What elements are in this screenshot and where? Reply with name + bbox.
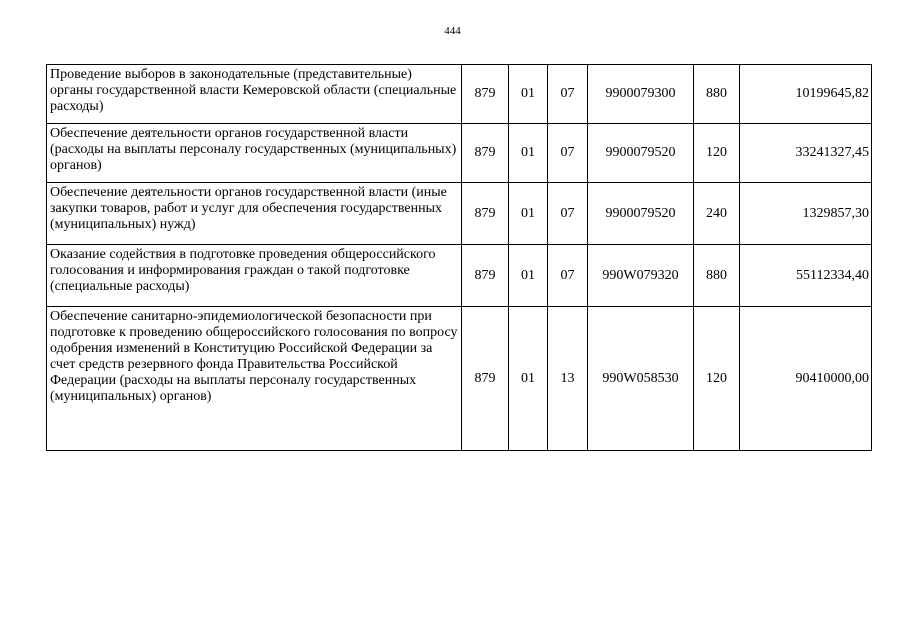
department-code-cell: 879 xyxy=(462,245,509,307)
expense-type-cell: 240 xyxy=(694,183,740,245)
target-article-cell: 9900079300 xyxy=(588,65,694,124)
page-number: 444 xyxy=(444,25,461,37)
expense-name-cell: Обеспечение деятельности органов государственной власти (иные закупки товаров, работ и услуг для обеспечения государственных (муниципальных) нужд) xyxy=(47,183,462,245)
target-article-cell: 9900079520 xyxy=(588,183,694,245)
subsection-code-cell: 07 xyxy=(548,245,588,307)
department-code-cell: 879 xyxy=(462,307,509,451)
expense-name-cell: Обеспечение деятельности органов государственной власти (расходы на выплаты персоналу государственных (муниципальных) органов) xyxy=(47,124,462,183)
expense-name-cell: Оказание содействия в подготовке проведения общероссийского голосования и информирования граждан о такой подготовке (специальные расходы) xyxy=(47,245,462,307)
section-code-cell: 01 xyxy=(509,307,548,451)
table-row xyxy=(47,124,872,183)
amount-cell: 90410000,00 xyxy=(740,307,872,451)
amount-cell: 55112334,40 xyxy=(740,245,872,307)
expense-type-cell: 880 xyxy=(694,245,740,307)
expense-type-cell: 120 xyxy=(694,307,740,451)
department-code-cell: 879 xyxy=(462,183,509,245)
subsection-code-cell: 07 xyxy=(548,65,588,124)
amount-cell: 10199645,82 xyxy=(740,65,872,124)
target-article-cell: 990W079320 xyxy=(588,245,694,307)
amount-cell: 33241327,45 xyxy=(740,124,872,183)
expense-type-cell: 880 xyxy=(694,65,740,124)
table-row xyxy=(47,183,872,245)
target-article-cell: 9900079520 xyxy=(588,124,694,183)
table-row xyxy=(47,245,872,307)
amount-cell: 1329857,30 xyxy=(740,183,872,245)
section-code-cell: 01 xyxy=(509,245,548,307)
budget-table xyxy=(46,64,872,451)
expense-name-cell: Проведение выборов в законодательные (представительные) органы государственной власти Кемеровской области (специальные расходы) xyxy=(47,65,462,124)
subsection-code-cell: 07 xyxy=(548,124,588,183)
subsection-code-cell: 13 xyxy=(548,307,588,451)
department-code-cell: 879 xyxy=(462,65,509,124)
target-article-cell: 990W058530 xyxy=(588,307,694,451)
section-code-cell: 01 xyxy=(509,124,548,183)
subsection-code-cell: 07 xyxy=(548,183,588,245)
section-code-cell: 01 xyxy=(509,65,548,124)
expense-name-cell: Обеспечение санитарно-эпидемиологической безопасности при подготовке к проведению общероссийского голосования по вопросу одобрения изменений в Конституцию Российской Федерации за счет средств резервного фонда Правительства Российской Федерации (расходы на выплаты персоналу государственных (муниципальных) органов) xyxy=(47,307,462,451)
table-row xyxy=(47,307,872,451)
section-code-cell: 01 xyxy=(509,183,548,245)
department-code-cell: 879 xyxy=(462,124,509,183)
expense-type-cell: 120 xyxy=(694,124,740,183)
table-row xyxy=(47,65,872,124)
